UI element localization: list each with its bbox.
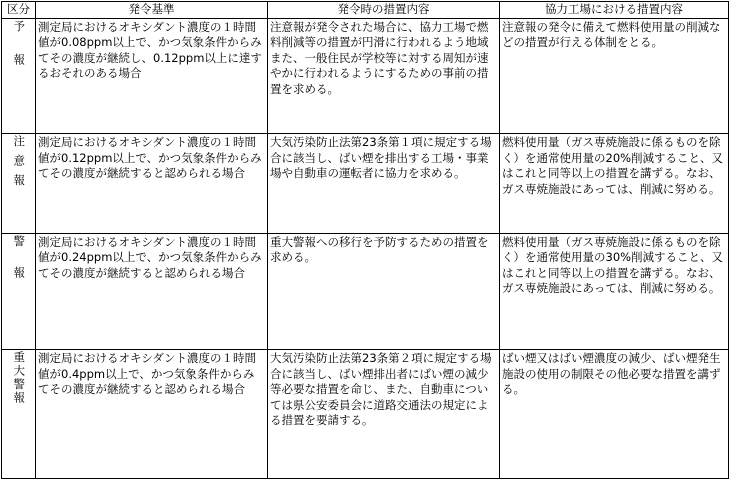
level-label: 警報: [12, 234, 27, 298]
header-factory: 協力工場における措置内容: [500, 2, 729, 19]
table-row: [2, 233, 729, 350]
header-measures: 発令時の措置内容: [268, 2, 500, 19]
factory-cell: 注意報の発令に備えて燃料使用量の削減などの措置が行える体制をとる。: [500, 18, 729, 134]
factory-cell: ばい煙又はばい煙濃度の減少、ばい煙発生施設の使用の制限その他必要な措置を講ずる。: [500, 350, 729, 479]
level-cell: [2, 233, 36, 350]
measures-cell: 大気汚染防止法第23条第１項に規定する場合に該当し、ばい煙を排出する工場・事業場や自動車の運転者に協力を求める。: [268, 134, 500, 234]
measures-cell: 重大警報への移行を予防するための措置を求める。: [268, 233, 500, 350]
criteria-cell: 測定局におけるオキシダント濃度の１時間値が0.4ppm以上で、かつ気象条件からみてその濃度が継続すると認められる場合: [36, 350, 268, 479]
level-label: 注意報: [12, 135, 27, 194]
table-row: [2, 350, 729, 479]
criteria-cell: 測定局におけるオキシダント濃度の１時間値が0.08ppm以上で、かつ気象条件からみてその濃度が継続し、0.12ppm以上に達するおそれのある場合: [36, 18, 268, 134]
table-row: [2, 18, 729, 134]
header-criteria: 発令基準: [36, 2, 268, 19]
level-cell: [2, 350, 36, 479]
criteria-cell: 測定局におけるオキシダント濃度の１時間値が0.12ppm以上で、かつ気象条件からみてその濃度が継続すると認められる場合: [36, 134, 268, 234]
criteria-cell: 測定局におけるオキシダント濃度の１時間値が0.24ppm以上で、かつ気象条件からみてその濃度が継続すると認められる場合: [36, 233, 268, 350]
measures-cell: 注意報が発令された場合に、協力工場で燃料削減等の措置が円滑に行われるよう地域また、一般住民が学校等に対する周知が速やかに行われるようにするための事前の措置を求める。: [268, 18, 500, 134]
factory-cell: 燃料使用量（ガス専焼施設に係るものを除く）を通常使用量の20%削減すること、又はこれと同等以上の措置を講ずる。なお、ガス専焼施設にあっては、削減に努める。: [500, 134, 729, 234]
alert-criteria-table: [1, 1, 729, 479]
header-row: [2, 2, 729, 19]
measures-cell: 大気汚染防止法第23条第２項に規定する場合に該当し、ばい煙排出者にばい煙の減少等必要な措置を命じ、また、自動車については県公安委員会に道路交通法の規定による措置を要請する。: [268, 350, 500, 479]
level-label: 重大警報: [12, 351, 27, 406]
level-cell: [2, 134, 36, 234]
table-row: [2, 134, 729, 234]
level-label: 予報: [12, 19, 27, 87]
header-kubun: 区分: [2, 2, 36, 19]
factory-cell: 燃料使用量（ガス専焼施設に係るものを除く）を通常使用量の30%削減すること、又はこれと同等以上の措置を講ずる。なお、ガス専焼施設にあっては、削減に努める。: [500, 233, 729, 350]
level-cell: [2, 18, 36, 134]
